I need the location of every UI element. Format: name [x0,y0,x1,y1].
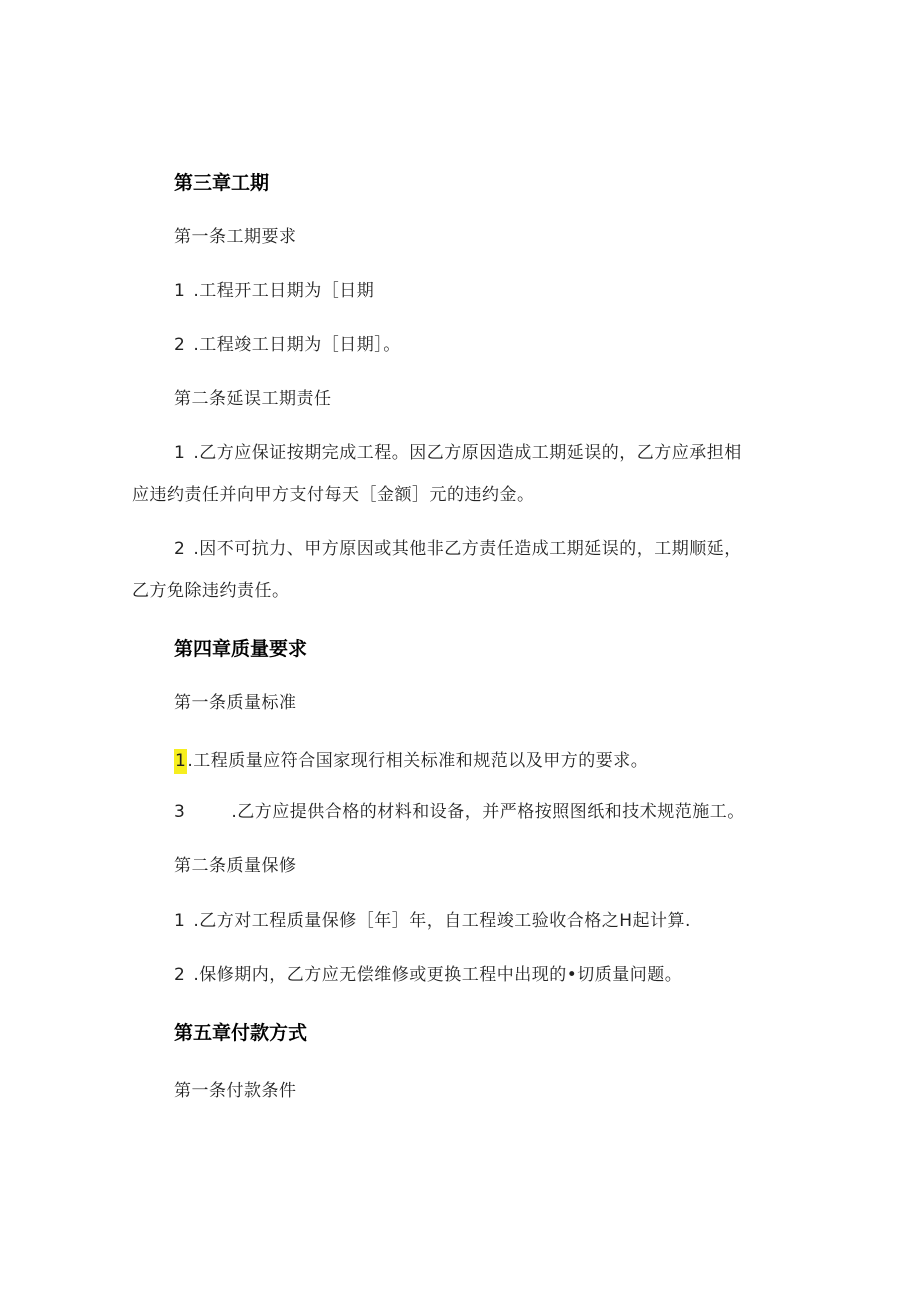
item-number: 2 [174,335,186,355]
article-title: 第二条延误工期责任 [174,389,332,409]
item-text: .保修期内，乙方应无偿维修或更换工程中出现的•切质量问题。 [193,965,683,985]
list-item [174,967,682,984]
list-item [174,337,401,354]
item-number-highlighted: 1 [174,749,187,774]
item-text-continuation: 乙方免除违约责任。 [132,581,290,601]
item-number: 2 [174,539,186,559]
item-text-continuation: 应违约责任并向甲方支付每天［金额］元的违约金。 [132,485,535,505]
item-text: .乙方应保证按期完成工程。因乙方原因造成工期延误的，乙方应承担相 [193,443,742,463]
article-title: 第一条质量标准 [174,693,297,713]
item-number: 2 [174,965,186,985]
chapter-5-title: 第五章付款方式 [174,1022,308,1044]
item-number: 1 [174,281,186,301]
list-item [174,804,745,821]
item-text: .乙方应提供合格的材料和设备，并严格按照图纸和技术规范施工。 [231,802,745,822]
item-number: 1 [174,443,186,463]
item-number: 1 [174,911,186,931]
article-title: 第一条工期要求 [174,227,297,247]
item-text: .工程开工日期为［日期 [193,281,375,301]
list-item [174,283,374,300]
list-item [174,913,691,930]
item-number: 3 [174,802,186,822]
chapter-3-title: 第三章工期 [174,172,270,194]
article-title: 第二条质量保修 [174,856,297,876]
list-item [174,445,742,462]
item-text: .工程质量应符合国家现行相关标准和规范以及甲方的要求。 [187,751,649,771]
chapter-4-title: 第四章质量要求 [174,638,308,660]
list-item [174,541,742,558]
list-item [174,749,648,774]
item-text: .乙方对工程质量保修［年］年，自工程竣工验收合格之H起计算. [193,911,691,931]
article-title: 第一条付款条件 [174,1081,297,1101]
item-text: .因不可抗力、甲方原因或其他非乙方责任造成工期延误的，工期顺延， [193,539,742,559]
item-text: .工程竣工日期为［日期］。 [193,335,401,355]
